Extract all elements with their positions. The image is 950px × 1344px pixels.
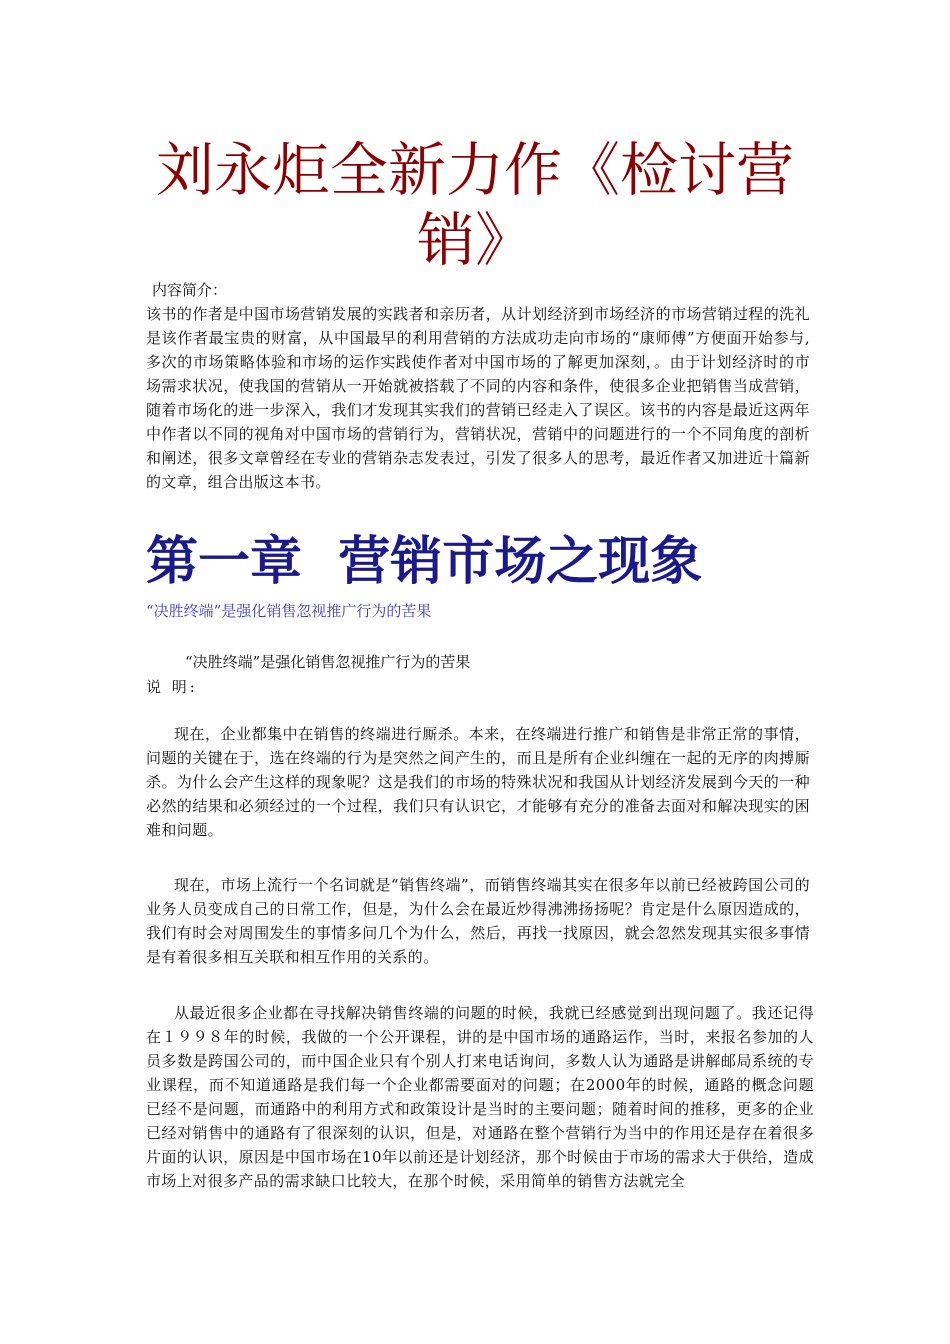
intro-label: 内容简介： (152, 281, 228, 299)
chapter-title: 第一章 营销市场之现象 (146, 532, 703, 592)
note-label: 说 明: (146, 678, 198, 696)
document-title: 刘永炬全新力作《检讨营销》 (155, 136, 794, 274)
section-subheading: “决胜终端”是强化销售忽视推广行为的苦果 (185, 653, 471, 671)
body-paragraph: 现在，市场上流行一个名词就是“销售终端”，而销售终端其实在很多年以前已经被跨国公司的业务人员变成自己的日常工作，但是，为什么会在最近炒得沸沸扬扬呢？肯定是什么原因造成的，我们有时会对周围发生的事情多问几个为什么，然后，再找一找原因，就会忽然发现其实很多事情是有着很多相互关联和相互作用的关系的。 (146, 876, 810, 966)
chapter-link[interactable]: “决胜终端”是强化销售忽视推广行为的苦果 (146, 602, 432, 620)
intro-paragraph: 该书的作者是中国市场营销发展的实践者和亲历者，从计划经济到市场经济的市场营销过程的洗礼是该作者最宝贵的财富，从中国最早的利用营销的方法成功走向市场的“康师傅”方便面开始参与,多次的市场策略体验和市场的运作实践使作者对中国市场的了解更加深刻，。由于计划经济时的市场需求状况，使我国的营销从一开始就被搭载了不同的内容和条件，使很多企业把销售当成营销，随着市场化的进一步深入，我们才发现其实我们的营销已经走入了误区。该书的内容是最近这两年中作者以不同的视角对中国市场的营销行为，营销状况，营销中的问题进行的一个不同角度的剖析和阐述，很多文章曾经在专业的营销杂志发表过，引发了很多人的思考，最近作者又加进近十篇新的文章，组合出版这本书。 (146, 305, 810, 491)
body-paragraph: 从最近很多企业都在寻找解决销售终端的问题的时候，我就已经感觉到出现问题了。我还记得在１９９８年的时候，我做的一个公开课程，讲的是中国市场的通路运作，当时，来报名参加的人员多数是跨国公司的，而中国企业只有个别人打来电话询问，多数人认为通路是讲解邮局系统的专业课程，而不知道通路是我们每一个企业都需要面对的问题；在2000年的时候，通路的概念问题已经不是问题，而通路中的利用方式和政策设计是当时的主要问题；随着时间的推移，更多的企业已经对销售中的通路有了很深刻的认识，但是，对通路在整个营销行为当中的作用还是存在着很多片面的认识，原因是中国市场在10年以前还是计划经济，那个时候由于市场的需求大于供给，造成市场上对很多产品的需求缺口比较大，在那个时候，采用简单的销售方法就完全 (146, 1004, 814, 1190)
body-paragraph: 现在，企业都集中在销售的终端进行厮杀。本来，在终端进行推广和销售是非常正常的事情，问题的关键在于，选在终端的行为是突然之间产生的，而且是所有企业纠缠在一起的无序的肉搏厮杀。为什么会产生这样的现象呢？这是我们的市场的特殊状况和我国从计划经济发展到今天的一种必然的结果和必须经过的一个过程，我们只有认识它，才能够有充分的准备去面对和解决现实的困难和问题。 (146, 725, 810, 839)
